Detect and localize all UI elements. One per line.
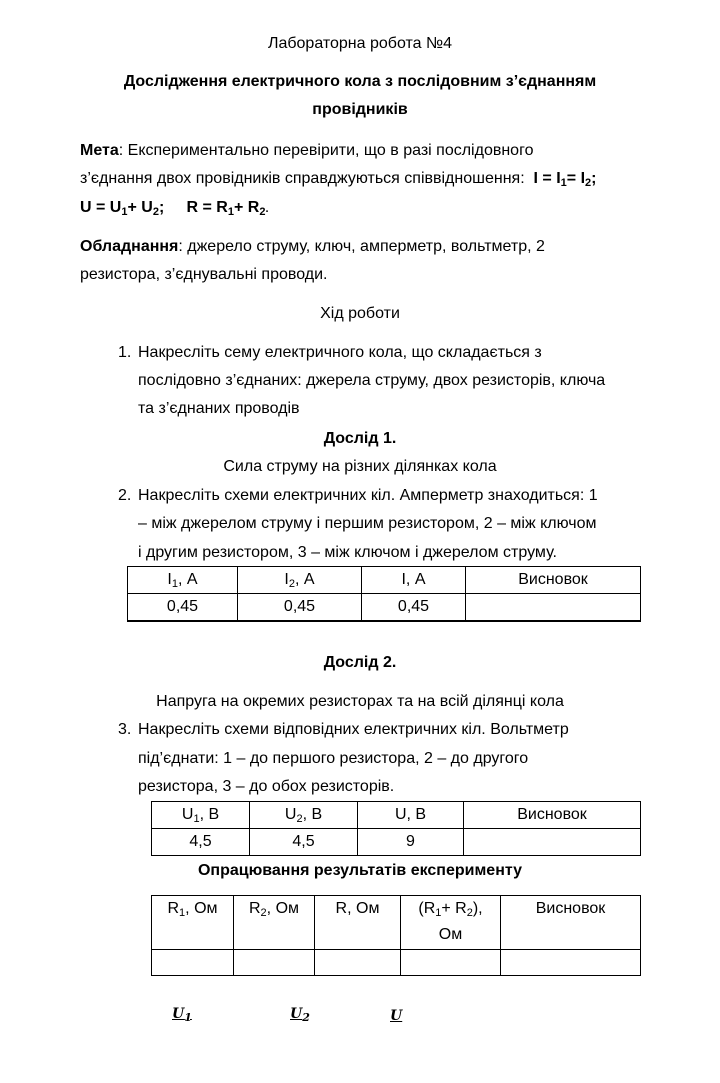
- table-row: [128, 567, 641, 594]
- step-1-number: 1.: [118, 344, 132, 361]
- table-cell: 0,45: [128, 594, 238, 621]
- equipment-line-2: резистора, з’єднувальні проводи.: [80, 266, 328, 283]
- step-3-number: 3.: [118, 721, 132, 738]
- exp1-title: Дослід 1.: [323, 430, 397, 447]
- table-row: [152, 829, 641, 856]
- exp2-subtitle: Напруга на окремих резисторах та на всій ділянці кола: [156, 693, 564, 710]
- step-1-line-3: та з’єднаних проводів: [138, 400, 300, 417]
- formula-u: U: [390, 1008, 403, 1024]
- title-line-2: провідників: [312, 101, 408, 118]
- table-cell: [152, 950, 234, 976]
- processing-heading: Опрацювання результатів експерименту: [197, 862, 522, 879]
- table-header-cell: R, Ом: [315, 896, 401, 950]
- table-cell: 9: [358, 829, 464, 856]
- formula-u1: $U_1$: [172, 1006, 192, 1024]
- formula-voltage-resistance: $U = U_1+ U_2$; $R = R_1+ R_2$.: [80, 199, 269, 218]
- formula-current: $I = I_1= I_2$;: [524, 170, 597, 189]
- table-header-cell: U, В: [358, 802, 464, 829]
- table-current: [127, 566, 641, 622]
- table-row: [152, 896, 641, 950]
- purpose-text-2: з’єднання двох провідників справджуються співвідношення:: [80, 170, 525, 187]
- table-cell: 0,45: [362, 594, 466, 621]
- table-row: [128, 621, 641, 622]
- formula-u2: $U_2$: [290, 1006, 310, 1024]
- table-header-cell: $(R_1+ R_2)$, Ом: [401, 896, 501, 950]
- step-1-line-1: Накресліть сему електричного кола, що складається з: [138, 344, 542, 361]
- title-line-1: Дослідження електричного кола з послідовним з’єднанням: [123, 73, 597, 90]
- table-cell: [464, 829, 641, 856]
- table-voltage: [151, 801, 641, 856]
- table-header-cell: Висновок: [466, 567, 641, 594]
- table-header-cell: Висновок: [464, 802, 641, 829]
- table-cell: [362, 621, 466, 622]
- table-resistance: [151, 895, 641, 976]
- step-2-line-3: і другим резистором, 3 – між ключом і джерелом струму.: [138, 544, 557, 561]
- procedure-heading: Хід роботи: [320, 305, 400, 322]
- table-cell: [238, 621, 362, 622]
- step-2-number: 2.: [118, 487, 132, 504]
- table-header-cell: $R_2$, Ом: [234, 896, 315, 950]
- table-cell: 4,5: [152, 829, 250, 856]
- table-header-cell: $U_2$, В: [250, 802, 358, 829]
- table-row: [152, 802, 641, 829]
- table-cell: [234, 950, 315, 976]
- table-cell: [315, 950, 401, 976]
- equipment-line-1: [80, 237, 545, 257]
- table-header-cell: $I_2$, А: [238, 567, 362, 594]
- equipment-label: Обладнання: [80, 238, 179, 255]
- step-1-line-2: послідовно з’єднаних: джерела струму, двох резисторів, ключа: [138, 372, 606, 389]
- table-cell: 0,45: [238, 594, 362, 621]
- table-header-cell: $R_1$, Ом: [152, 896, 234, 950]
- table-header-cell: $I_1$, А: [128, 567, 238, 594]
- step-3-line-2: під’єднати: 1 – до першого резистора, 2 – до другого: [138, 750, 529, 767]
- table-cell: [401, 950, 501, 976]
- step-2-line-2: – між джерелом струму і першим резистором, 2 – між ключом: [138, 515, 597, 532]
- purpose-line-2: [80, 169, 596, 189]
- table-cell: [501, 950, 641, 976]
- table-header-cell: Висновок: [501, 896, 641, 950]
- table-cell: 4,5: [250, 829, 358, 856]
- step-2-line-1: Накресліть схеми електричних кіл. Амперметр знаходиться: 1: [138, 487, 598, 504]
- table-cell: [466, 621, 641, 622]
- table-header-cell: $U_1$, В: [152, 802, 250, 829]
- lab-number: Лабораторна робота №4: [267, 35, 453, 52]
- table-cell: [128, 621, 238, 622]
- exp1-subtitle: Сила струму на різних ділянках кола: [223, 458, 497, 475]
- table-header-cell: I, А: [362, 567, 466, 594]
- equipment-text: : джерело струму, ключ, амперметр, вольтметр, 2: [178, 238, 545, 255]
- step-3-line-1: Накресліть схеми відповідних електричних кіл. Вольтметр: [138, 721, 569, 738]
- purpose-label: Мета: [80, 142, 119, 159]
- table-row: [128, 594, 641, 621]
- purpose-line-1: [80, 141, 533, 161]
- table-cell: [466, 594, 641, 621]
- purpose-text: : Експериментально перевірити, що в разі послідовного: [118, 142, 534, 159]
- table-row: [152, 950, 641, 976]
- exp2-title: Дослід 2.: [323, 654, 397, 671]
- step-3-line-3: резистора, 3 – до обох резисторів.: [138, 778, 395, 795]
